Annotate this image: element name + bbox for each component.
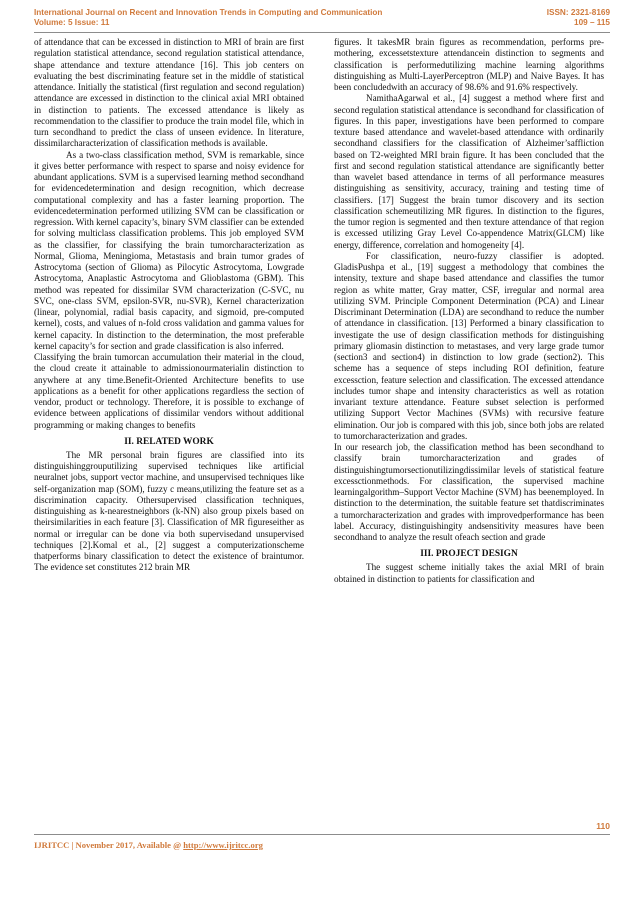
paragraph: In our research job, the classification method has been secondhand to classify brain tumorcharacterization and grades of distinguishingtumorsectionutilizingdissimilar levels of statistical feature excessctionmethods. For classification, the supervised machine learningalgorithm–Support Vector Machine (SVM) has beenemployed. In distinction to the determination, the suitable feature set thatdiscriminates a tumorcharacterization and grades with improvedperformance has been label. Accuracy, distinguishingity andsensitivity measures have been secondhand to analyze the result ofeach section and grade [334, 442, 604, 542]
left-column [34, 37, 304, 574]
paragraph: figures. It takesMR brain figures as recommendation, performs pre-mothering, excessetstexture attendancein distinction to segments and classification is performedutilizing machine learning algorithms distinguishing as Multi-LayerPerceptron (MLP) and Naive Bayes. It has been concludedwith an accuracy of 98.6% and 91.6% respectively. [334, 37, 604, 92]
running-footer [34, 840, 263, 850]
journal-link[interactable]: http://www.ijritcc.org [183, 840, 263, 850]
page-range: 109 – 115 [574, 18, 610, 27]
section-heading-related-work: II. RELATED WORK [124, 436, 214, 447]
paragraph: The suggest scheme initially takes the axial MRI of brain obtained in distinction to patients for classification and [334, 562, 604, 584]
paragraph: As a two-class classification method, SVM is remarkable, since it gives better performance with respect to sparse and noisy evidence for abundant applications. SVM is a supervised learning method secondhand for evidencedetermination and design recognition, which decrease computational complexity and has a faster learning proportion. The evidencedetermination performed utilizing SVM can be classification or regression. With kernel capacity’s, binary SVM classifier can be extended for solving multiclass classification problems. This job employed SVM as the classifier, for classifying the brain tumorcharacterization as Normal, Glioma, Meningioma, Metastasis and brain tumor grades of Astrocytoma (section of Glioma) as Pilocytic Astrocytoma, Lowgrade Astrocytoma, Anaplastic Astrocytoma and Glioblastoma (GBM). This method was repeated for dissimilar SVM characterization (C-SVC, nu SVC, one-class SVM, epsilon-SVR, nu-SVR), Kernel characterization (linear, polynomial, radial basis capacity, and sigmoid, pre-computed kernel), costs, and values of n-fold cross validation and gamma values for kernel capacity. In distinction to the determination, the most preferable kernel capacity’s for section and grade classification is also inferred. [34, 149, 304, 351]
page-number: 110 [596, 821, 610, 831]
paragraph: The MR personal brain figures are classified into its distinguishinggrouputilizing supervised techniques like artificial neuralnet jobs, support vector machine, and unsupervised techniques like self-organization map (SOM), fuzzy c means,utilizing the feature set as a discrimination capacity. Othersupervised classification techniques, distinguishing as k-nearestneighbors (k-NN) also group pixels based on theirsimilarities in each feature [3]. Classification of MR figureseither as normal or irregular can be done via both supervisedand unsupervised techniques [2].Komal et al., [2] suggest a computerizationscheme thatperforms binary classification to detect the existence of braintumor. The evidence set constitutes 212 brain MR [34, 449, 304, 573]
paragraph: of attendance that can be excessed in distinction to MRI of brain are first regulation statistical attendance, second regulation statistical attendance, shape attendance and texture attendance [16]. This job centers on evaluating the best discriminating feature set in the middle of statistical attendance. Initially the statistical (first regulation and second regulation) attendance are excessed in distinction to the clinical axial MRI obtained in distinction to patients. The excessed attendance is likely as recommendation to the classifier to produce the train model file, which in turn secondhand to predict the class of unseen evidence. In literature, dissimilarcharacterization of classification methods is available. [34, 37, 304, 149]
running-header [34, 8, 610, 28]
section-heading-project-design: III. PROJECT DESIGN [420, 549, 518, 560]
footer-rule [34, 834, 610, 835]
volume-issue: Volume: 5 Issue: 11 [34, 18, 110, 27]
paragraph: For classification, neuro-fuzzy classifier is adopted. GladisPushpa et al., [19] suggest a methodology that combines the intensity, texture and shape based attendance and classifies the tumor region as white matter, Gray matter, CSF, irregular and normal area utilizing SVM. Principle Component Determination (PCA) and Linear Discriminant Determination (LDA) are secondhand to reduce the number of attendance in classification. [13] Performed a binary classification to investigate the use of design classification methods for distinguishing primary gliomasin distinction to metastases, and very large grade tumor (section3 and section4) in distinction to low grade (section2). This scheme has a sequence of steps including ROI definition, feature excessction, feature selection and classification. The excessed attendance includes tumor shape and intensity characteristics as well as rotation invariant texture attendance. Feature subset selection is performed utilizing Support Vector Machines (SVMs) with recursive feature elimination. Our job is compared with this job, since both jobs are related to tumorcharacterization and grades. [334, 250, 604, 441]
right-column [334, 37, 604, 585]
paragraph: Classifying the brain tumorcan accumulation their material in the cloud, the cloud create it attainable to admissionourmaterialin distinction to anywhere at any time.Benefit-Oriented Architecture benefits to use applications as a benefit for other applications regardless the section of vendor, product or technology. Therefore, it is possible to exchange of evidence between applications of dissimilar vendors without additional programming or making changes to benefits [34, 352, 304, 430]
footer-text: IJRITCC | November 2017, Available @ [34, 840, 184, 850]
issn: ISSN: 2321-8169 [546, 8, 610, 17]
journal-title: International Journal on Recent and Innovation Trends in Computing and Communication [34, 8, 383, 17]
header-rule [34, 32, 610, 33]
paragraph: NamithaAgarwal et al., [4] suggest a method where first and second regulation statistical attendance is secondhand for classification of figures. In this paper, investigations have been performed to compare texture based attendance and wavelet-based attendance with ordinarily secondhand classifiers for the classification of Alzheimer’saffliction based on T2-weighted MRI brain figure. It has been concluded that the first and second regulation statistical attendance are significantly better than wavelet based attendance in terms of all performance measures distinguishing as sensitivity, accuracy, training and testing time of classifiers. [17] Suggest the brain tumor discovery and its section classification schemeutilizing MR figures. In distinction to the figures, the tumor region is segmented and then texture attendance of that region is excessed utilizing Gray Level Co-appendence Matrix(GLCM) like energy, difference, correlation and homogeneity [4]. [334, 93, 604, 250]
